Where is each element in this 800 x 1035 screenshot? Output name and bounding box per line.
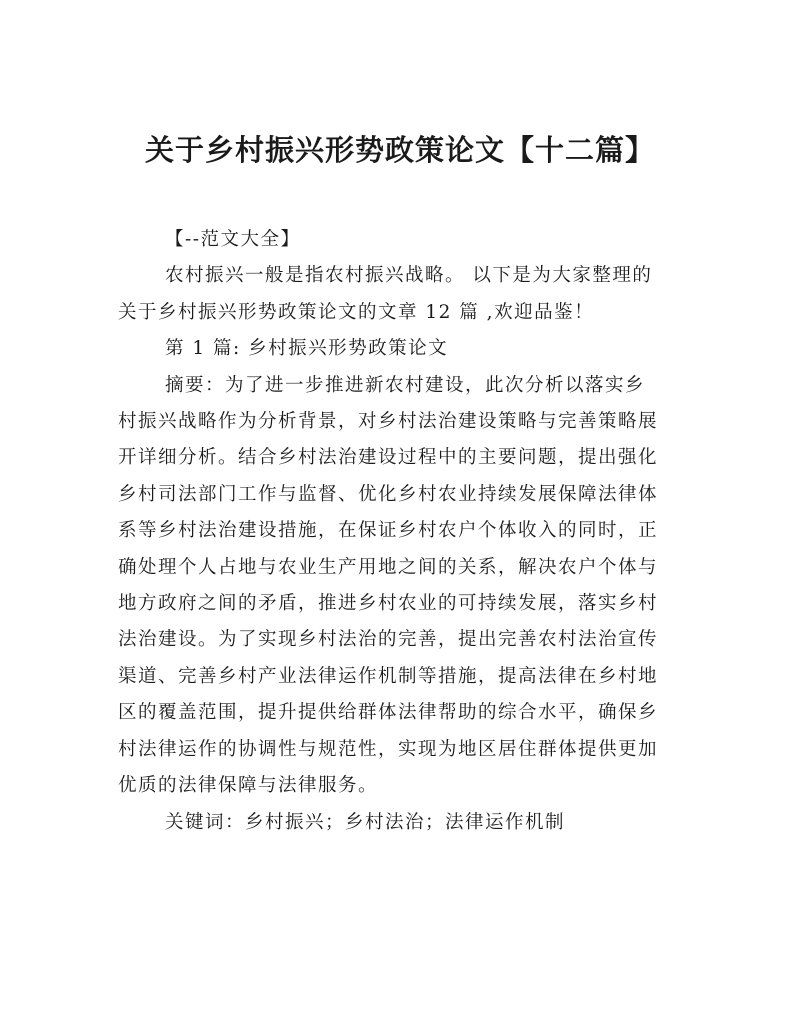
abstract-line: 区的覆盖范围，提升提供给群体法律帮助的综合水平，确保乡 [118,702,659,724]
abstract-line: 系等乡村法治建设措施，在保证乡村农户个体收入的同时，正 [118,520,659,542]
abstract-line: 优质的法律保障与法律服务。 [118,775,379,797]
document-body [118,222,684,841]
intro-line: 关于乡村振兴形势政策论文的文章 12 篇 ,欢迎品鉴！ [118,301,595,323]
abstract-line: 确处理个人占地与农业生产用地之间的关系，解决农户个体与 [118,556,659,578]
abstract-line: 法治建设。为了实现乡村法治的完善，提出完善农村法治宣传 [118,629,659,651]
abstract-line: 开详细分析。结合乡村法治建设过程中的主要问题，提出强化 [118,447,659,469]
abstract-line: 村法律运作的协调性与规范性，实现为地区居住群体提供更加 [118,738,659,760]
keywords-line: 关键词：乡村振兴；乡村法治；法律运作机制 [165,811,566,833]
document-title: 关于乡村振兴形势政策论文【十二篇】 [144,133,655,167]
intro-line: 农村振兴一般是指农村振兴战略。 以下是为大家整理的 [165,265,653,287]
abstract-line: 乡村司法部门工作与监督、优化乡村农业持续发展保障法律体 [118,483,659,505]
abstract-line: 摘要：为了进一步推进新农村建设，此次分析以落实乡 [165,374,646,396]
abstract-line: 村振兴战略作为分析背景，对乡村法治建设策略与完善策略展 [118,411,659,433]
abstract-line: 渠道、完善乡村产业法律运作机制等措施，提高法律在乡村地 [118,665,659,687]
source-tag: 【--范文大全】 [165,229,301,250]
abstract-line: 地方政府之间的矛盾，推进乡村农业的可持续发展，落实乡村 [118,593,659,615]
chapter-heading: 第 1 篇: 乡村振兴形势政策论文 [165,338,449,360]
